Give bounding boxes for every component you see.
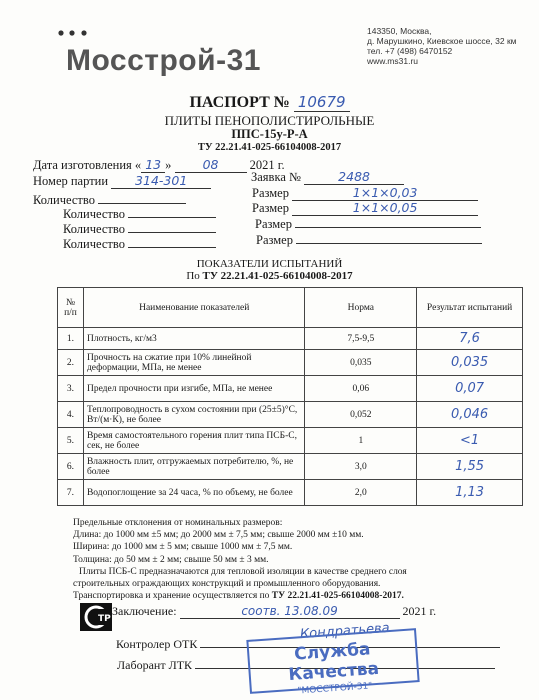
- product-tu: ТУ 22.21.41-025-66104008-2017: [197, 142, 342, 153]
- row-name: Прочность на сжатие при 10% линейной деформации, МПа, не менее: [83, 350, 305, 376]
- row-name: Водопоглощение за 24 часа, % по объему, не более: [83, 480, 305, 506]
- row-num: 5.: [58, 428, 84, 454]
- product-grade: ППС-15у-Р-А: [231, 127, 308, 141]
- note-line: [73, 590, 523, 602]
- row-result: 0,07: [417, 376, 523, 402]
- request-value: 2488: [304, 169, 404, 185]
- size-field: [255, 215, 481, 232]
- logo-dots-icon: [58, 28, 94, 44]
- company-address: [367, 26, 517, 66]
- conclusion-label: Заключение:: [112, 604, 177, 618]
- row-norm: 7,5-9,5: [305, 328, 417, 350]
- row-result: 7,6: [417, 328, 523, 350]
- passport-number: 10679: [294, 93, 350, 112]
- size-label: Размер: [255, 217, 292, 231]
- address-line: www.ms31.ru: [367, 56, 419, 66]
- conclusion-value: соотв. 13.08.09: [180, 604, 400, 619]
- header-result: Результат испытаний: [417, 288, 523, 328]
- stamp-line: Служба Качества: [287, 639, 380, 686]
- row-result: 0,046: [417, 402, 523, 428]
- quality-mark-icon: [80, 603, 112, 631]
- quantity-line: [98, 191, 186, 204]
- conclusion-field: [112, 604, 436, 619]
- section-title: ПОКАЗАТЕЛИ ИСПЫТАНИЙ: [196, 258, 343, 270]
- batch-label: Номер партии: [33, 174, 109, 188]
- table-header-row: [58, 288, 523, 328]
- quality-service-stamp: [246, 628, 419, 697]
- size-value: 1×1×0,03: [292, 185, 478, 201]
- header-num: № п/п: [58, 288, 84, 328]
- quantity-line: [128, 205, 216, 218]
- size-field: [256, 231, 482, 248]
- address-line: 143350, Москва,: [367, 26, 432, 36]
- size-line: [296, 231, 482, 244]
- row-norm: 0,035: [305, 350, 417, 376]
- size-field: [252, 185, 478, 201]
- quality-mark: [80, 603, 112, 636]
- date-day: 13: [141, 157, 165, 173]
- row-name: Время самостоятельного горения плит типа ПСБ-С, сек, не более: [83, 428, 305, 454]
- table-row: [58, 402, 523, 428]
- quantity-line: [128, 235, 216, 248]
- size-line: [295, 215, 481, 228]
- size-value: 1×1×0,05: [292, 200, 478, 216]
- row-num: 3.: [58, 376, 84, 402]
- tolerance-notes: [73, 517, 523, 602]
- quantity-label: Количество: [33, 193, 95, 207]
- note-line: строительных ограждающих конструкций и промышленного оборудования.: [73, 579, 381, 590]
- size-label: Размер: [256, 233, 293, 247]
- row-norm: 0,06: [305, 376, 417, 402]
- table-row: [58, 428, 523, 454]
- batch-value: 314-301: [111, 173, 211, 189]
- date-field: Дата изготовления « 13 » 08 2021 г.: [33, 157, 285, 172]
- row-name: Предел прочности при изгибе, МПа, не менее: [83, 376, 305, 402]
- note-line: Плиты ПСБ-С предназначаются для тепловой изоляции в качестве среднего слоя: [79, 566, 407, 577]
- note-transport-tu: ТУ 22.21.41-025-66104008-2017.: [271, 591, 404, 602]
- note-line: Предельные отклонения от номинальных размеров:: [73, 518, 283, 528]
- svg-text:TP: TP: [98, 614, 111, 624]
- address-line: д. Марушкино, Киевское шоссе, 32 км: [367, 36, 517, 46]
- address-line: тел. +7 (498) 6470152: [367, 46, 453, 56]
- row-num: 2.: [58, 350, 84, 376]
- date-month: 08: [175, 157, 247, 173]
- date-label: Дата изготовления «: [33, 158, 142, 172]
- signer-signature: Кондратьева: [299, 620, 391, 643]
- row-num: 1.: [58, 328, 84, 350]
- section-subtitle-tu: ТУ 22.21.41-025-66104008-2017: [202, 270, 353, 282]
- note-transport: Транспортировка и хранение осуществляется по: [73, 591, 270, 602]
- section-subtitle-prefix: По: [186, 270, 200, 282]
- quantity-label: Количество: [63, 207, 125, 221]
- row-norm: 2,0: [305, 480, 417, 506]
- batch-field: [33, 173, 211, 189]
- row-num: 7.: [58, 480, 84, 506]
- size-label: Размер: [252, 201, 289, 215]
- table-row: [58, 376, 523, 402]
- row-name: Теплопроводность в сухом состоянии при (25±5)°С, Вт/(м·К), не более: [83, 402, 305, 428]
- product-name: ПЛИТЫ ПЕНОПОЛИСТИРОЛЬНЫЕ: [164, 113, 375, 128]
- size-field: [252, 200, 478, 216]
- table-row: [58, 480, 523, 506]
- table-row: [58, 350, 523, 376]
- quantity-label: Количество: [63, 237, 125, 251]
- header-name: Наименование показателей: [83, 288, 305, 328]
- header-norm: Норма: [305, 288, 417, 328]
- request-label: Заявка №: [251, 170, 301, 184]
- row-result: 1,55: [417, 454, 523, 480]
- row-norm: 1: [305, 428, 417, 454]
- date-year: 2021 г.: [249, 158, 285, 172]
- row-name: Влажность плит, отгружаемых потребителю, %, не более: [83, 454, 305, 480]
- controller-label: Контролер ОТК: [116, 637, 198, 651]
- quantity-line: [128, 220, 216, 233]
- request-field: [251, 169, 404, 185]
- stamp-line: "МОССТРОЙ-31": [297, 681, 373, 697]
- row-result: 1,13: [417, 480, 523, 506]
- conclusion-year: 2021 г.: [402, 604, 437, 618]
- note-line: Ширина: до 1000 мм ± 5 мм; свыше 1000 мм ± 7,5 мм.: [73, 542, 293, 553]
- row-norm: 0,052: [305, 402, 417, 428]
- row-num: 4.: [58, 402, 84, 428]
- note-line: Длина: до 1000 мм ±5 мм; до 2000 мм ± 7,5 мм; свыше 2000 мм ±10 мм.: [73, 530, 364, 541]
- table-row: [58, 328, 523, 350]
- quantity-field: [63, 235, 216, 252]
- company-logo: Мосстрой-31: [66, 44, 261, 77]
- row-result: <1: [417, 428, 523, 454]
- row-name: Плотность, кг/м3: [83, 328, 305, 350]
- passport-title: [0, 93, 539, 112]
- table-row: [58, 454, 523, 480]
- section-subtitle: [0, 270, 539, 282]
- row-norm: 3,0: [305, 454, 417, 480]
- passport-label: ПАСПОРТ №: [189, 94, 290, 111]
- quantity-label: Количество: [63, 222, 125, 236]
- note-line: Толщина: до 50 мм ± 2 мм; свыше 50 мм ± 3 мм.: [73, 554, 269, 565]
- lab-label: Лаборант ЛТК: [117, 658, 193, 672]
- row-num: 6.: [58, 454, 84, 480]
- size-label: Размер: [252, 186, 289, 200]
- results-table: [57, 287, 523, 506]
- row-result: 0,035: [417, 350, 523, 376]
